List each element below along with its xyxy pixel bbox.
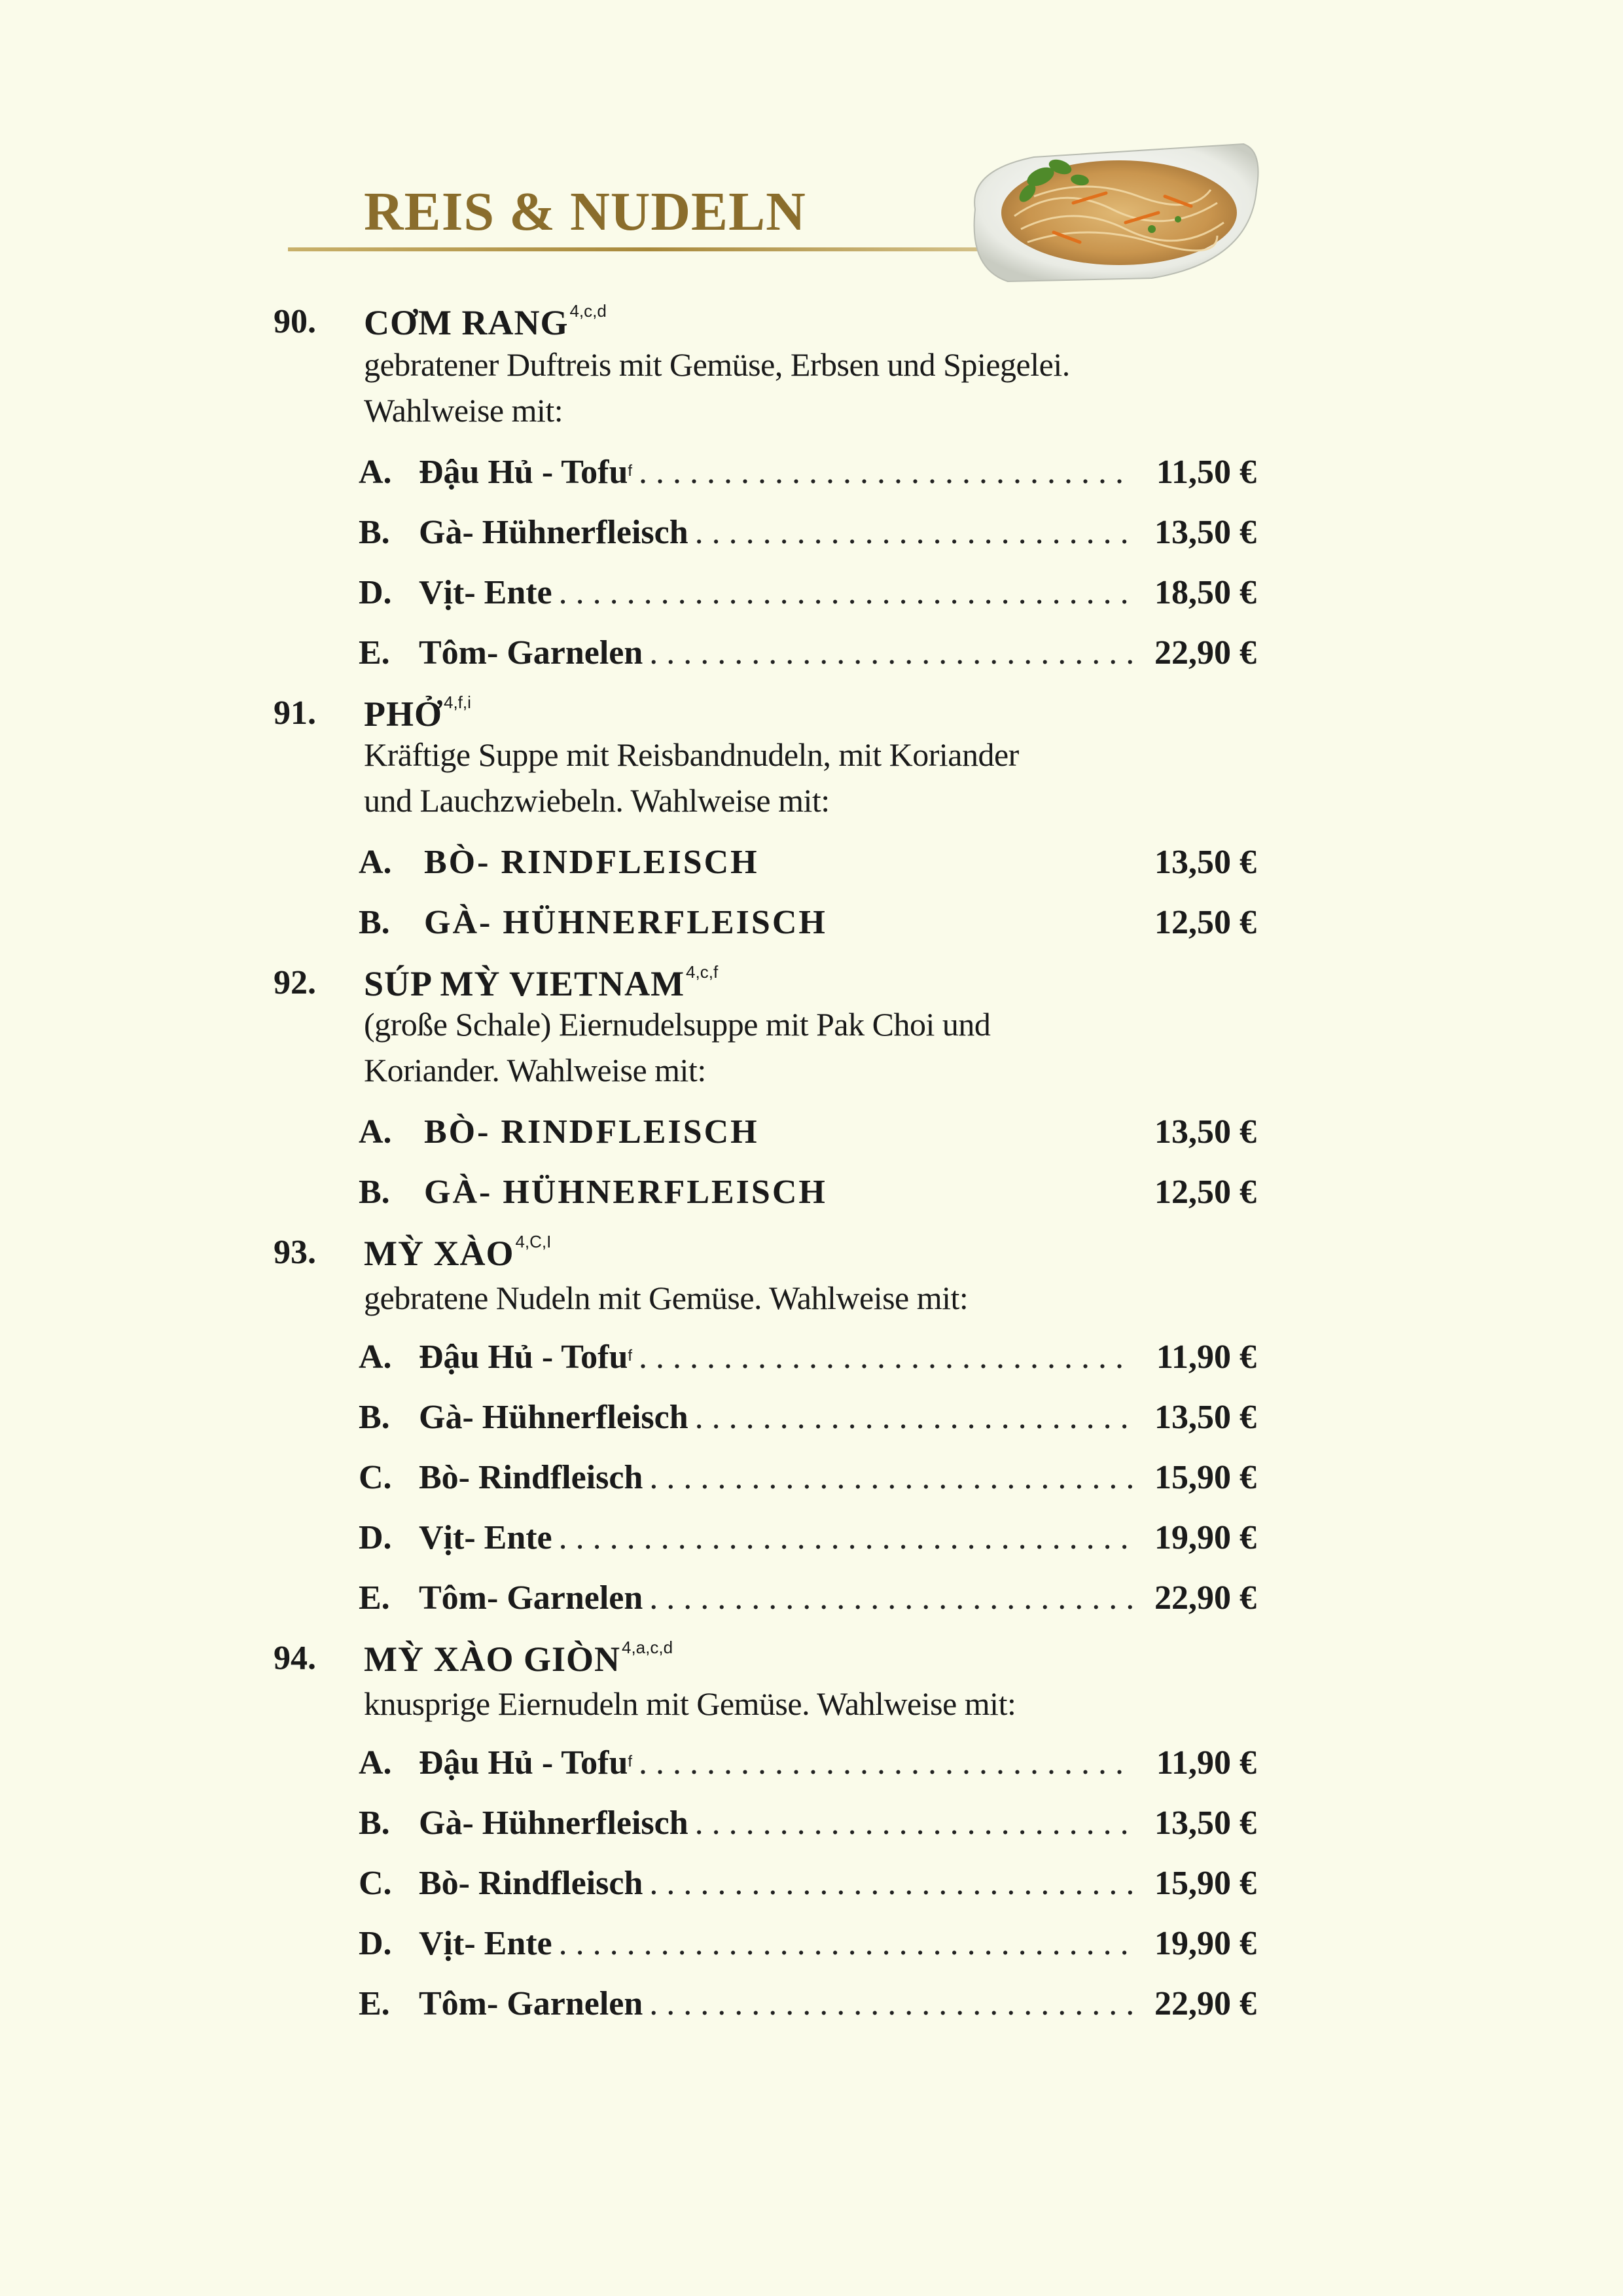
option-name-text: Bò- Rindfleisch [419, 1459, 643, 1496]
option-row [359, 513, 1257, 552]
option-letter: B. [359, 1174, 390, 1211]
option-price: 13,50 € [1154, 1804, 1257, 1842]
option-letter: D. [359, 1925, 392, 1962]
allergen-codes: f [628, 1753, 633, 1770]
option-price: 15,90 € [1154, 1459, 1257, 1496]
option-name-text: Vịt- Ente [419, 1519, 552, 1556]
allergen-codes: f [628, 462, 633, 480]
item-name [364, 692, 471, 734]
section-title: REIS & NUDELN [364, 181, 806, 242]
allergen-codes: 4,C,I [515, 1232, 552, 1251]
dot-leader [559, 573, 1132, 613]
dot-leader [695, 513, 1132, 552]
option-name-text: Đậu Hủ - Tofu [419, 454, 628, 491]
item-description [364, 1001, 1215, 1093]
dot-leader [559, 1518, 1132, 1558]
option-price: 22,90 € [1154, 634, 1257, 672]
item-description [364, 1681, 1215, 1727]
option-name [419, 634, 643, 673]
option-letter: A. [359, 1744, 392, 1782]
dot-leader [695, 1398, 1132, 1437]
option-letter: E. [359, 634, 390, 672]
option-price: 13,50 € [1154, 844, 1257, 881]
option-row [359, 1338, 1257, 1377]
item-number: 90. [274, 303, 316, 340]
dot-leader [649, 634, 1132, 673]
option-row [359, 634, 1257, 673]
option-price: 13,50 € [1154, 514, 1257, 551]
option-row [359, 1398, 1257, 1437]
dot-leader [649, 1579, 1132, 1618]
option-row [359, 1579, 1257, 1618]
dot-leader [695, 1804, 1132, 1843]
description-line: gebratene Nudeln mit Gemüse. Wahlweise mit: [364, 1280, 969, 1316]
item-name-text: PHỞ [364, 694, 442, 734]
option-name [419, 1579, 643, 1618]
option-row [359, 843, 1257, 882]
option-name-text: Vịt- Ente [419, 574, 552, 611]
description-line: Koriander. Wahlweise mit: [364, 1052, 706, 1088]
dot-leader [639, 1744, 1132, 1783]
item-description [364, 732, 1215, 823]
allergen-codes: f [628, 1347, 633, 1365]
option-price: 13,50 € [1154, 1399, 1257, 1436]
option-letter: D. [359, 1519, 392, 1556]
allergen-codes: 4,c,f [686, 962, 719, 982]
description-line: (große Schale) Eiernudelsuppe mit Pak Choi und [364, 1006, 991, 1043]
allergen-codes: 4,a,c,d [621, 1638, 673, 1657]
item-description [364, 1275, 1215, 1321]
item-name-text: CƠM RANG [364, 303, 569, 342]
option-name [419, 513, 688, 552]
option-letter: A. [359, 844, 392, 881]
dot-leader [559, 1924, 1132, 1964]
option-price: 13,50 € [1154, 1113, 1257, 1151]
description-line: Wahlweise mit: [364, 392, 563, 429]
dot-leader [649, 1984, 1132, 2024]
allergen-codes: 4,f,i [444, 692, 471, 712]
item-name [364, 1232, 552, 1273]
option-name-text: Gà- Hühnerfleisch [419, 514, 688, 551]
option-row [359, 1173, 1257, 1212]
title-divider [288, 247, 1008, 251]
option-name [419, 1518, 552, 1558]
item-name-text: MỲ XÀO GIÒN [364, 1640, 620, 1679]
item-number: 92. [274, 964, 316, 1001]
option-name-text: Gà- Hühnerfleisch [419, 1804, 688, 1842]
option-letter: B. [359, 904, 390, 941]
item-number: 93. [274, 1234, 316, 1271]
option-letter: C. [359, 1459, 392, 1496]
option-row [359, 1984, 1257, 2024]
option-row [359, 1113, 1257, 1152]
description-line: und Lauchzwiebeln. Wahlweise mit: [364, 782, 830, 819]
option-letter: B. [359, 1399, 390, 1436]
option-price: 11,50 € [1156, 454, 1257, 491]
option-name-text: Bò- Rindfleisch [419, 1865, 643, 1902]
noodle-dish-photo-icon [955, 131, 1270, 295]
option-price: 12,50 € [1154, 1174, 1257, 1211]
option-name-text: Đậu Hủ - Tofu [419, 1744, 628, 1782]
option-name: BÒ- RINDFLEISCH [424, 844, 759, 881]
option-row [359, 573, 1257, 613]
option-name-text: Tôm- Garnelen [419, 1579, 643, 1617]
option-price: 19,90 € [1154, 1925, 1257, 1962]
option-name: GÀ- HÜHNERFLEISCH [424, 1174, 827, 1211]
option-row [359, 1924, 1257, 1964]
option-price: 11,90 € [1156, 1338, 1257, 1376]
option-letter: A. [359, 454, 392, 491]
option-name-text: Đậu Hủ - Tofu [419, 1338, 628, 1376]
option-price: 12,50 € [1154, 904, 1257, 941]
option-name-text: Vịt- Ente [419, 1925, 552, 1962]
option-row [359, 1804, 1257, 1843]
item-name-text: MỲ XÀO [364, 1234, 514, 1273]
option-letter: A. [359, 1113, 392, 1151]
dot-leader [649, 1864, 1132, 1903]
item-name [364, 1638, 673, 1679]
option-name: BÒ- RINDFLEISCH [424, 1113, 759, 1151]
option-name [419, 1804, 688, 1843]
option-name [419, 1984, 643, 2024]
option-name [419, 1744, 632, 1783]
option-name-text: Gà- Hühnerfleisch [419, 1399, 688, 1436]
option-name [419, 1458, 643, 1498]
option-letter: D. [359, 574, 392, 611]
option-row [359, 1458, 1257, 1498]
option-name [419, 573, 552, 613]
option-name: GÀ- HÜHNERFLEISCH [424, 904, 827, 941]
option-price: 22,90 € [1154, 1985, 1257, 2022]
option-price: 22,90 € [1154, 1579, 1257, 1617]
option-row [359, 1864, 1257, 1903]
option-letter: B. [359, 514, 390, 551]
option-name [419, 1398, 688, 1437]
allergen-codes: 4,c,d [569, 301, 607, 321]
item-name-text: SÚP MỲ VIETNAM [364, 964, 685, 1003]
option-letter: C. [359, 1865, 392, 1902]
dot-leader [649, 1458, 1132, 1498]
option-row [359, 1744, 1257, 1783]
description-line: Kräftige Suppe mit Reisbandnudeln, mit Koriander [364, 736, 1019, 773]
option-row [359, 453, 1257, 492]
item-number: 94. [274, 1640, 316, 1677]
option-letter: E. [359, 1985, 390, 2022]
option-name [419, 1864, 643, 1903]
item-description [364, 342, 1215, 433]
item-number: 91. [274, 694, 316, 732]
item-name [364, 301, 607, 342]
option-price: 18,50 € [1154, 574, 1257, 611]
description-line: gebratener Duftreis mit Gemüse, Erbsen und Spiegelei. [364, 346, 1070, 383]
option-name-text: Tôm- Garnelen [419, 1985, 643, 2022]
option-letter: B. [359, 1804, 390, 1842]
option-row [359, 903, 1257, 942]
item-name [364, 962, 719, 1003]
option-name [419, 1924, 552, 1964]
dot-leader [639, 453, 1132, 492]
option-name-text: Tôm- Garnelen [419, 634, 643, 672]
option-price: 11,90 € [1156, 1744, 1257, 1782]
option-row [359, 1518, 1257, 1558]
option-letter: E. [359, 1579, 390, 1617]
option-price: 15,90 € [1154, 1865, 1257, 1902]
option-price: 19,90 € [1154, 1519, 1257, 1556]
description-line: knusprige Eiernudeln mit Gemüse. Wahlweise mit: [364, 1685, 1016, 1722]
dot-leader [639, 1338, 1132, 1377]
option-name [419, 1338, 632, 1377]
option-name [419, 453, 632, 492]
option-letter: A. [359, 1338, 392, 1376]
